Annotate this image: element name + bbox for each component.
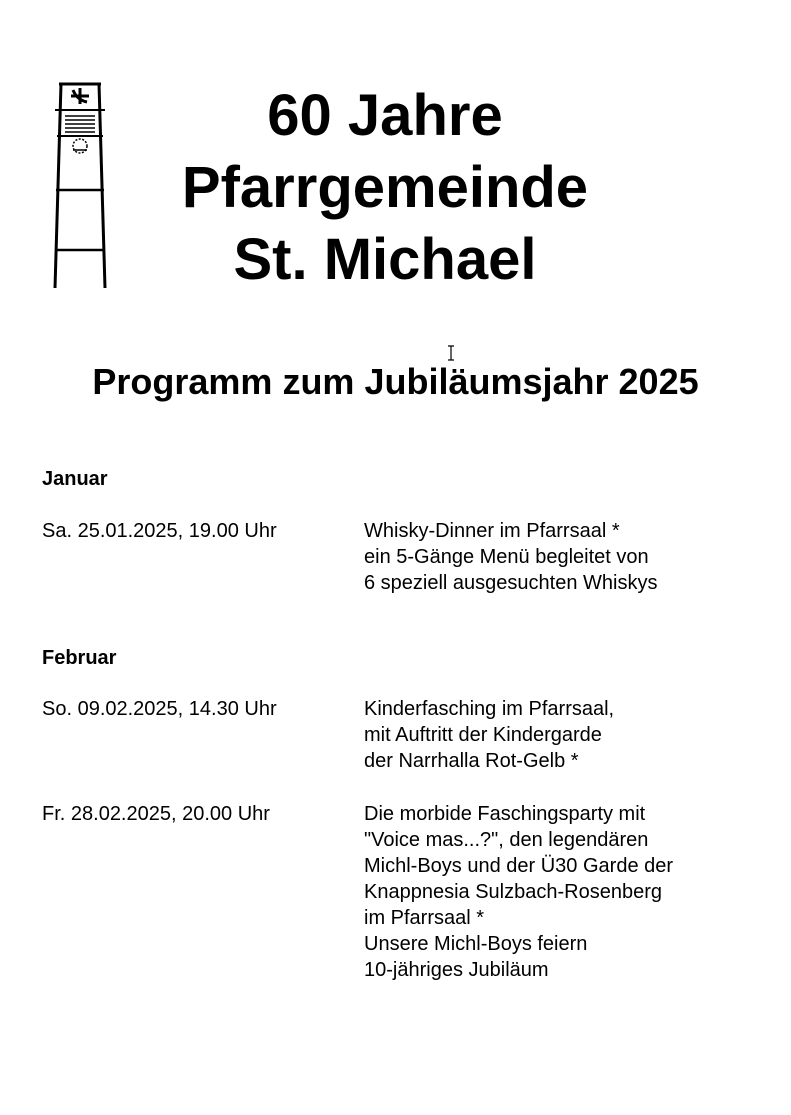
event-line: mit Auftritt der Kindergarde (364, 724, 602, 746)
event-line: Michl-Boys und der Ü30 Garde der (364, 855, 674, 877)
event-line: Die morbide Faschingsparty mit (364, 803, 646, 825)
church-tower-logo (51, 80, 109, 290)
event-line: Kinderfasching im Pfarrsaal, (364, 698, 615, 720)
event-line: "Voice mas...?", den legendären (364, 829, 649, 851)
event-line: der Narrhalla Rot-Gelb * (364, 750, 579, 772)
title-line: Pfarrgemeinde (181, 155, 589, 220)
page-title (130, 80, 640, 296)
event-line: 10-jähriges Jubiläum (364, 959, 549, 981)
event-line: ein 5-Gänge Menü begleitet von (364, 546, 649, 568)
event-line: 6 speziell ausgesuchten Whiskys (364, 572, 658, 594)
event-date: Fr. 28.02.2025, 20.00 Uhr (42, 803, 270, 825)
program-subtitle: Programm zum Jubiläumsjahr 2025 (92, 361, 699, 402)
month-heading-januar: Januar (42, 468, 108, 490)
event-description (364, 696, 614, 774)
title-line: 60 Jahre (267, 83, 503, 148)
event-line: Knappnesia Sulzbach-Rosenberg (364, 881, 662, 903)
event-description (364, 801, 673, 983)
event-date: Sa. 25.01.2025, 19.00 Uhr (42, 520, 277, 542)
event-line: im Pfarrsaal * (364, 907, 485, 929)
event-line: Unsere Michl-Boys feiern (364, 933, 588, 955)
event-line: Whisky-Dinner im Pfarrsaal * (364, 520, 620, 542)
title-line: St. Michael (233, 227, 537, 292)
event-date: So. 09.02.2025, 14.30 Uhr (42, 698, 277, 720)
month-heading-februar: Februar (42, 647, 117, 669)
event-description (364, 518, 657, 596)
